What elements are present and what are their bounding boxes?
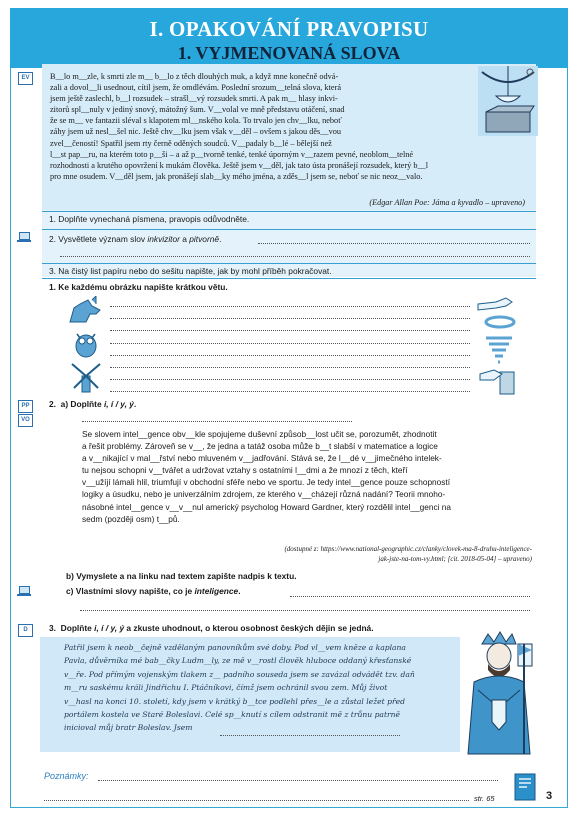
answer-line[interactable] bbox=[110, 306, 470, 307]
answer-line[interactable] bbox=[110, 318, 470, 319]
passage-line: pro mne osudem. V__děl jsem, jak pronášejí slab__ky mého jména, a zděs__l jsem se, neboť se nic neoz__valo. bbox=[50, 171, 423, 181]
passage-line: l__st pap__ru, na kterém toto p__ši – a až p__tvorně tenké, tenké úporným v__razem pevné, neoblom__telné bbox=[50, 149, 414, 159]
pendulum-illustration bbox=[478, 66, 538, 136]
divider bbox=[42, 211, 536, 212]
answer-line[interactable] bbox=[60, 256, 530, 257]
task-1: 1. Doplňte vynechaná písmena, pravopis odůvodněte. bbox=[49, 214, 250, 224]
page-reference: str. 65 bbox=[474, 794, 495, 803]
exercise-3-text: Doplňte bbox=[60, 623, 95, 633]
exercise-2-number: 2. bbox=[49, 399, 56, 409]
exercise-2b: b) Vymyslete a na linku nad textem zapište nadpis k textu. bbox=[66, 571, 297, 581]
passage-line: zvel__čeností! Spatřil jsem rty černě oděných soudců. V__padaly b__lé – bělejší než bbox=[50, 138, 332, 148]
passage-line: zali a dovol__li usednout, cítil jsem, že omdlévám. Poslední srozum__telná slova, která bbox=[50, 83, 342, 93]
d-badge-icon: D bbox=[18, 624, 33, 637]
task-2-and: a bbox=[179, 234, 190, 244]
reading-passage bbox=[50, 71, 480, 149]
exercise-2a-end: . bbox=[133, 399, 137, 409]
source-line: (dostupné z: https://www.national-geographic.cz/clanky/clovek-ma-8-druhu-inteligence- bbox=[284, 545, 532, 553]
task-2-end: . bbox=[219, 234, 222, 244]
text-line: tu nejsou schopni v__tvářet a udržovat vztahy s ostatními l__dmi a že mnozí z těch, kteří bbox=[82, 465, 408, 476]
text-line: m__ru saskému králi Jindřichu I. Ptáčníkovi, čímž jsem ochránil svou zem. Můj život bbox=[64, 683, 388, 693]
reading-passage-wide bbox=[50, 149, 534, 182]
text-line: Pavla, důvěrníka mé bab__čky Ludm__ly, ze mě v__rostl člověk hluboce oddaný křesťanské bbox=[64, 656, 412, 666]
text-line: portálem kostela ve Staré Boleslavi. Celé sp__knutí s cílem odstranit mě z trůnu patrně bbox=[64, 710, 401, 720]
section-title: 1. VYJMENOVANÁ SLOVA bbox=[177, 43, 401, 63]
text-line: Se slovem intel__gence obv__kle spojujeme duševní způsob__lost učit se, porozumět, zhodnotit bbox=[82, 429, 437, 439]
text-line: a řešit problémy. Zároveň se v__, že jedna a tatáž osoba může b__t slabší v matematice a logice bbox=[82, 441, 438, 452]
tornado-icon bbox=[484, 334, 514, 364]
task-2-text: 2. Vysvětlete význam slov bbox=[49, 234, 148, 244]
vo-badge-icon: VO bbox=[18, 414, 33, 427]
text-line: násobné intel__gence v__v__nul americký psycholog Howard Gardner, který rozdělil intel__genci na bbox=[82, 501, 451, 512]
answer-line[interactable] bbox=[220, 735, 400, 736]
ev-badge-icon: EV bbox=[18, 72, 33, 85]
passage-source: (Edgar Allan Poe: Jáma a kyvadlo – upraveno) bbox=[369, 198, 525, 207]
answer-line[interactable] bbox=[110, 343, 470, 344]
divider bbox=[42, 278, 536, 279]
exercise-2c-end: . bbox=[238, 586, 241, 596]
exercise-2c-word: inteligence bbox=[194, 586, 239, 596]
passage-line: zitorů spl__nuly v jediný snový, mátožný šum. V__volal ve mně představu otáčení, snad bbox=[50, 105, 345, 115]
book-icon bbox=[514, 773, 536, 801]
laptop-icon bbox=[17, 232, 31, 242]
source-line: jak-jste-na-tom-vy.html; [cit. 2018-05-04] – upraveno) bbox=[378, 555, 532, 563]
exercise-2a-label: a) Doplňte bbox=[60, 399, 104, 409]
exercise-2c-text: c) Vlastními slovy napište, co je bbox=[66, 586, 195, 596]
answer-line[interactable] bbox=[290, 596, 530, 597]
divider bbox=[42, 263, 536, 264]
passage-line: rozhodnosti a krutého opovržení k mukám člověka. Ještě jsem v__děl, jak tato ústa pronášejí rozsudek, který b__l bbox=[50, 160, 429, 170]
exercise-1-heading: 1. Ke každému obrázku napište krátkou větu. bbox=[49, 282, 228, 292]
handwritten-text bbox=[64, 641, 454, 735]
text-line: Patřil jsem k neob__čejně vzdělaným panovníkům své doby. Pod vl__vem kněze a kaplana bbox=[64, 643, 406, 652]
wolf-icon bbox=[66, 296, 106, 326]
text-line: logiky a úsudku, nebo je univerzálním zdrojem, ze kterého v__cházejí různá nadání? Teorii mnoho- bbox=[82, 489, 446, 500]
passage-line: záhy jsem už nesl__šel nic. Ještě chv__lku jsem však v__děl – ovšem s jakou děs__vou bbox=[50, 127, 342, 137]
exercise-3-text-end: a zkuste uhodnout, o kterou osobnost českých dějin se jedná. bbox=[124, 623, 374, 633]
title-answer-line[interactable] bbox=[82, 421, 352, 422]
passage-line: že se m__ ve fantazii sléval s klapotem ml__nského kola. To trvalo jen chv__lku, neboť bbox=[50, 116, 342, 126]
task-2-word: inkvizitor bbox=[147, 234, 180, 244]
passage-line: B__lo m__zle, k smrti zle m__ b__lo z těch dlouhých muk, a když mne konečně odvá- bbox=[50, 72, 339, 81]
laptop-icon bbox=[17, 586, 31, 596]
owl-icon bbox=[70, 328, 102, 358]
exercise-3-number: 3. bbox=[49, 623, 56, 633]
intelligence-text bbox=[82, 428, 532, 525]
answer-line[interactable] bbox=[80, 610, 530, 611]
king-wenceslas-illustration bbox=[458, 630, 538, 755]
exercise-2c bbox=[66, 586, 241, 596]
answer-line[interactable] bbox=[110, 367, 470, 368]
header-band bbox=[10, 8, 568, 68]
notes-line[interactable] bbox=[98, 780, 498, 781]
notes-line[interactable] bbox=[44, 800, 469, 801]
exercise-2a-heading bbox=[49, 399, 136, 409]
passage-line: jsem ještě zaslechl, b__l rozsudek – strašl__vý rozsudek smrti. A pak m__ hlasy inkvi- bbox=[50, 94, 338, 104]
exercise-3-heading bbox=[49, 623, 374, 633]
answer-line[interactable] bbox=[110, 391, 470, 392]
answer-line[interactable] bbox=[110, 330, 470, 331]
hand-with-bracelet-icon bbox=[476, 294, 520, 330]
text-line: v__hasl na konci 10. století, kdy jsem v krátký b__tce podlehl přes__le a zůstal ležet před bbox=[64, 696, 405, 706]
windmill-icon bbox=[68, 362, 104, 394]
notes-label: Poznámky: bbox=[44, 771, 89, 781]
page-number: 3 bbox=[546, 790, 553, 802]
hand-with-grater-icon bbox=[478, 364, 522, 396]
intelligence-source bbox=[82, 544, 532, 564]
text-line: v__ře. Pod přímým vojenským tlakem z__ padního souseda jsem se zavázal odvádět tzv. daň bbox=[64, 669, 415, 679]
exercise-2a-letters: i, í / y, ý bbox=[103, 399, 134, 409]
answer-line[interactable] bbox=[110, 379, 470, 380]
divider bbox=[42, 229, 536, 230]
chapter-title: I. OPAKOVÁNÍ PRAVOPISU bbox=[149, 17, 429, 41]
text-line: a v__nikající v mal__řství nebo mluveném v__jadřování. Stává se, že l__dé v__jimečného intelek- bbox=[82, 453, 442, 464]
task-3: 3. Na čistý list papíru nebo do sešitu napište, jak by mohl příběh pokračovat. bbox=[49, 266, 332, 276]
answer-line[interactable] bbox=[110, 355, 470, 356]
text-line: sedm (později osm) t__pů. bbox=[82, 513, 180, 524]
text-line: v__užíjí lámali hlil, triumfují v obchodní sféře nebo ve sportu. Je tedy intel__gence pouze schopností bbox=[82, 477, 451, 488]
task-2-word2: pitvorně bbox=[189, 234, 220, 244]
exercise-3-letters: i, í / y, ý bbox=[94, 623, 125, 633]
text-line: inicioval můj bratr Boleslav. Jsem bbox=[64, 723, 193, 733]
answer-line[interactable] bbox=[258, 243, 530, 244]
task-2 bbox=[49, 234, 221, 244]
pp-badge-icon: PP bbox=[18, 400, 33, 413]
